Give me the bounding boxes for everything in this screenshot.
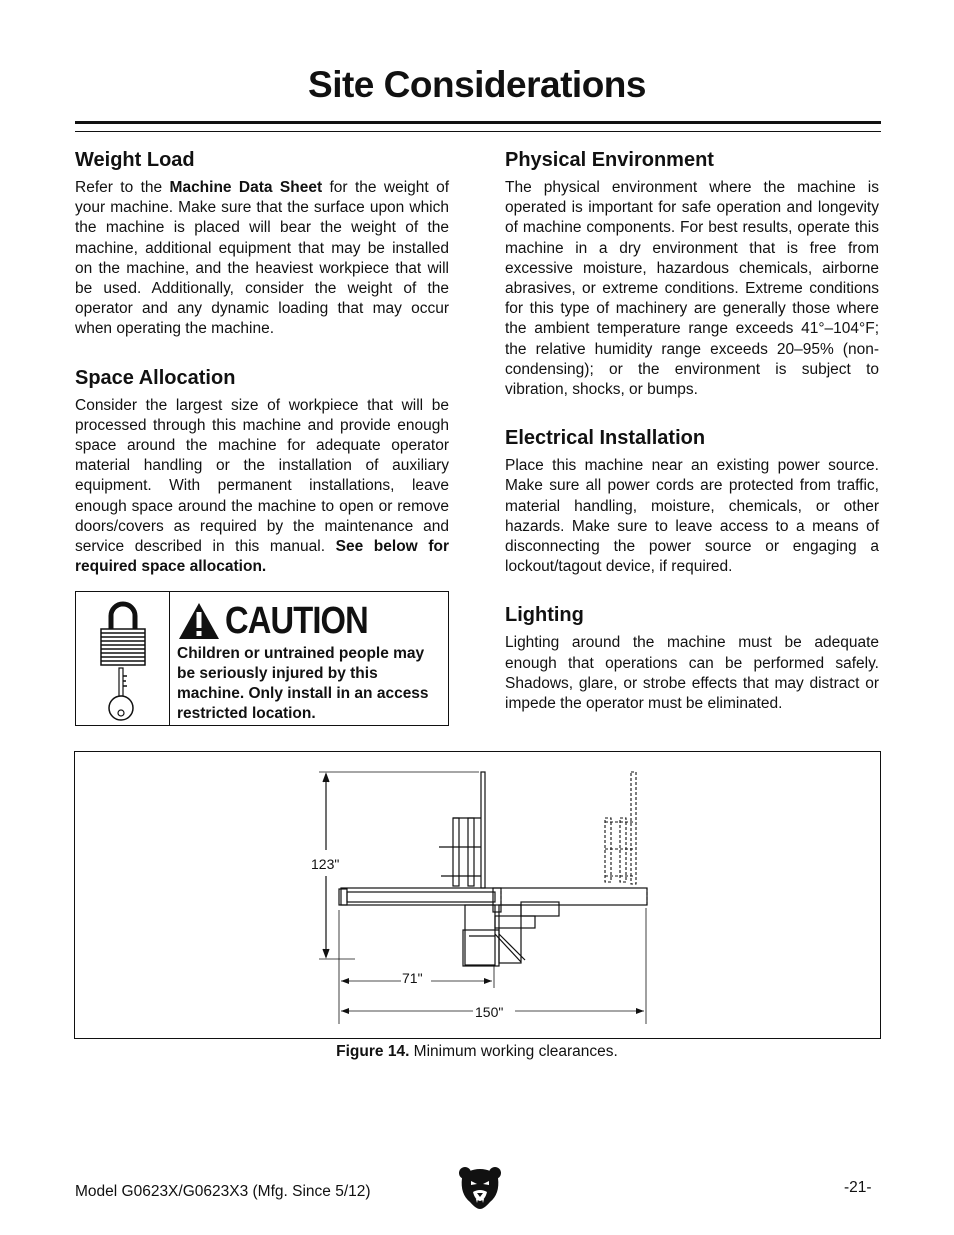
weight-load-body: Refer to the Machine Data Sheet for the weight of your machine. Make sure that the surface upon which the machine is placed will bear the weight of the machine, additional equipment that may be installed on the machine, and the heaviest workpiece that will be used. Additionally, consider the weight of the operator and any dynamic loading that may occur when operating the machine.: [75, 179, 450, 338]
bear-head-logo-icon: [458, 1164, 502, 1210]
caution-text-cell: [177, 600, 443, 724]
figure-caption: Figure 14. Minimum working clearances.: [336, 1043, 618, 1060]
left-column: [75, 147, 449, 726]
lighting-section: [505, 602, 879, 714]
dimension-width-label: 150": [475, 1004, 504, 1020]
machine-data-sheet-ref: Machine Data Sheet: [169, 179, 323, 196]
machine-top-view-diagram: [75, 752, 880, 1038]
physical-environment-section: [505, 147, 879, 400]
key-icon: [109, 668, 133, 720]
weight-load-section: [75, 147, 449, 340]
padlock-icon: [76, 592, 169, 725]
dimension-height-label: 123": [311, 856, 340, 872]
page-number: -21-: [844, 1179, 872, 1196]
caution-header: [177, 600, 443, 642]
title-rule-thick: [75, 121, 881, 124]
space-allocation-heading: Space Allocation: [75, 366, 236, 389]
title-rule-thin: [75, 131, 881, 132]
lighting-body: Lighting around the machine must be adequate enough that operations can be performed safely. Shadows, glare, or strobe effects that may distract or impede the operator must be eliminated.: [505, 634, 879, 713]
space-allocation-body: Consider the largest size of workpiece that will be processed through this machine and provide enough space around the machine for adequate operator material handling or the installation of auxiliary equipment. With permanent installations, leave enough space around the machine to open or remove doors/covers as required by the maintenance and service described in this manual. See below for required space allocation.: [75, 396, 449, 576]
right-column: [505, 147, 879, 739]
caution-box: [75, 591, 449, 726]
caution-message: Children or untrained people may be seriously injured by this machine. Only install in an access restricted location.: [177, 645, 429, 723]
space-allocation-note: See below for required space allocation.: [75, 538, 449, 576]
electrical-installation-heading: Electrical Installation: [505, 427, 706, 450]
page-title: Site Considerations: [308, 64, 646, 105]
electrical-installation-section: [505, 425, 879, 577]
physical-environment-body: The physical environment where the machine is operated is important for safe operation and longevity of machine components. For best results, operate this machine in a dry environment that is free from excessive moisture, hazardous chemicals, airborne abrasives, or extreme conditions. Extreme conditions for this type of machinery are generally those where the ambient temperature range exceeds 41°–104°F; the relative humidity range exceeds 20–95% (non-condensing); or the environment is subject to vibration, shocks, or bumps.: [505, 179, 879, 399]
space-allocation-section: [75, 365, 449, 578]
electrical-installation-body: Place this machine near an existing power source. Make sure all power cords are protected from traffic, material handling, moisture, chemicals, or other hazards. Make sure to leave access to a means of disconnecting the power source or engaging a lockout/tagout device, if required.: [505, 457, 879, 576]
lighting-heading: Lighting: [505, 604, 584, 627]
warning-triangle-icon: [177, 601, 221, 641]
footer-model: Model G0623X/G0623X3 (Mfg. Since 5/12): [75, 1183, 371, 1200]
lock-key-cell: [76, 592, 170, 725]
weight-load-heading: Weight Load: [75, 149, 195, 171]
physical-environment-heading: Physical Environment: [505, 149, 714, 171]
dimension-depth-label: 71": [402, 970, 423, 986]
clearance-figure: [74, 751, 881, 1039]
caution-label: CAUTION: [225, 600, 368, 643]
